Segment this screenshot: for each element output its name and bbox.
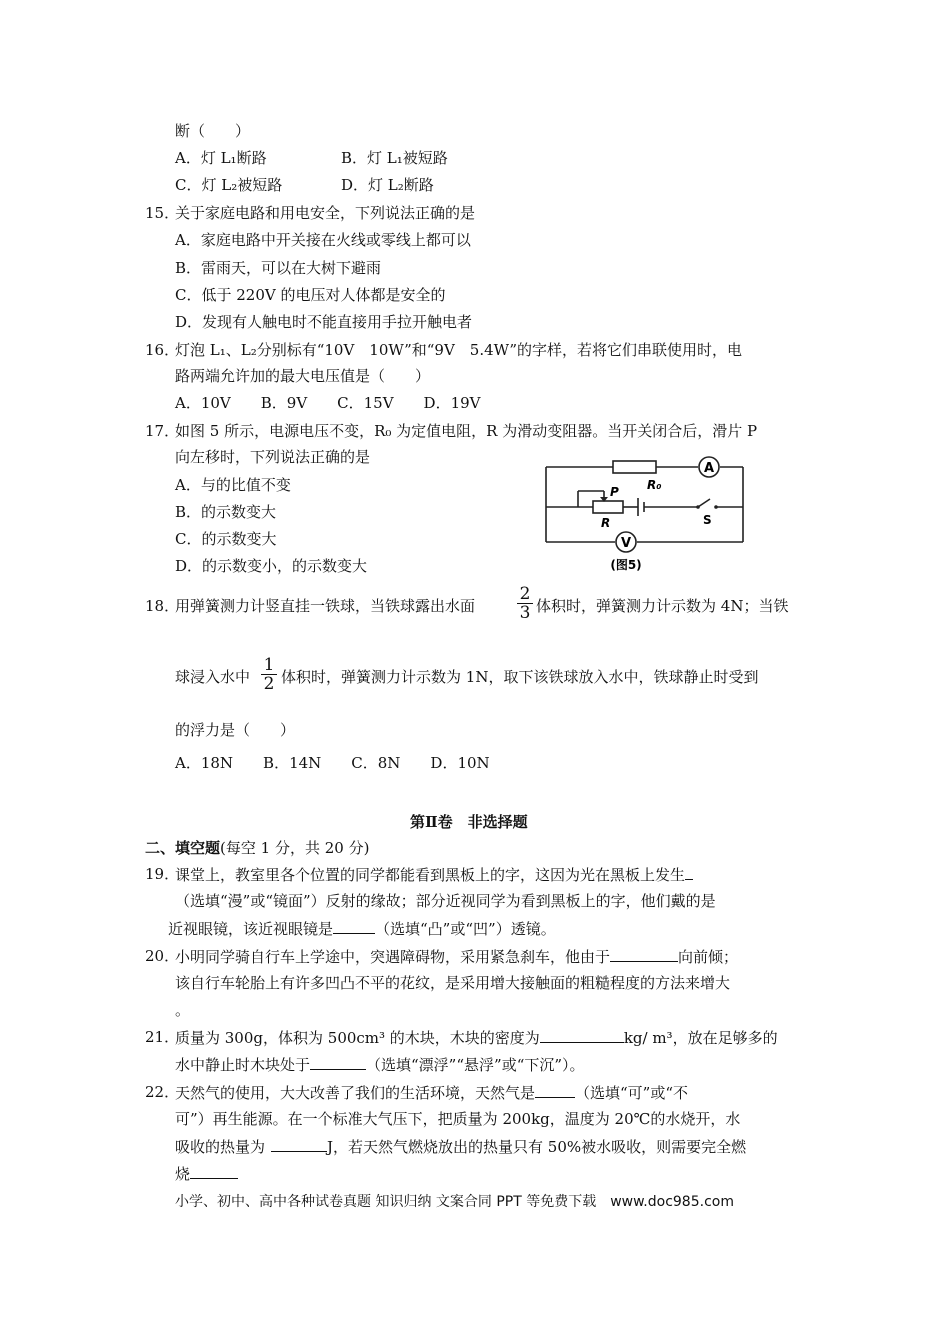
- q22-line1: [175, 1082, 688, 1103]
- q18-line3: 的浮力是（ ）: [175, 721, 296, 739]
- q19-line3-part1: 近视眼镜，该近视眼镜是: [168, 920, 334, 938]
- q15-option-a: A．家庭电路中开关接在火线或零线上都可以: [175, 231, 471, 249]
- q20-line1-part1: 小明同学骑自行车上学途中，突遇障碍物，采用紧急刹车，他由于: [175, 948, 611, 966]
- q21-line2: [175, 1054, 585, 1075]
- q15-option-b: B．雷雨天，可以在大树下避雨: [175, 259, 382, 277]
- fraction-numerator: 1: [261, 656, 277, 675]
- section-heading-label: 二、填空题: [145, 839, 221, 857]
- section-title: 第Ⅱ卷 非选择题: [410, 813, 528, 831]
- q17-stem-line2: 向左移时，下列说法正确的是: [175, 448, 371, 466]
- answer-blank[interactable]: [685, 864, 693, 880]
- q19-line1-text: 课堂上，教室里各个位置的同学都能看到黑板上的字，这因为光在黑板上发生: [175, 866, 686, 884]
- q22-number: 22．: [145, 1083, 180, 1101]
- q20-line1: [175, 946, 738, 967]
- q17-option-a: A．与的比值不变: [175, 476, 291, 494]
- answer-blank[interactable]: [535, 1082, 575, 1098]
- answer-blank[interactable]: [610, 946, 678, 962]
- q21-line1-part1: 质量为 300g，体积为 500cm³ 的木块，木块的密度为: [175, 1029, 540, 1047]
- ammeter-label: A: [703, 461, 715, 476]
- answer-blank[interactable]: [540, 1027, 624, 1043]
- page-footer: 小学、初中、高中各种试卷真题 知识归纳 文案合同 PPT 等免费下载 www.doc985.com: [175, 1194, 734, 1210]
- q20-line2: 该自行车轮胎上有许多凹凸不平的花纹，是采用增大接触面的粗糙程度的方法来增大: [175, 974, 731, 992]
- q15-stem: 关于家庭电路和用电安全，下列说法正确的是: [175, 204, 476, 222]
- r-label: R: [601, 516, 611, 530]
- q17-option-b: B．的示数变大: [175, 503, 277, 521]
- q21-line1: [175, 1027, 778, 1048]
- q20-number: 20．: [145, 947, 180, 965]
- q17-option-c: C．的示数变大: [175, 530, 277, 548]
- q22-line1-part2: （选填“可”或“不: [575, 1084, 689, 1102]
- q16-number: 16．: [145, 341, 180, 359]
- q21-line2-part2: （选填“漂浮”“悬浮”或“下沉”）。: [366, 1056, 585, 1074]
- section-heading: [145, 838, 369, 858]
- q16-stem-line1: 灯泡 L₁、L₂分别标有“10V 10W”和“9V 5.4W”的字样，若将它们串联使用时，电: [175, 341, 743, 359]
- answer-blank[interactable]: [333, 918, 375, 934]
- q14-tail: 断（ ）: [175, 122, 251, 140]
- fraction-numerator: 2: [517, 585, 533, 604]
- answer-blank[interactable]: [190, 1163, 238, 1179]
- fraction-two-thirds: [517, 585, 533, 622]
- q17-stem-line1: 如图 5 所示，电源电压不变，R₀ 为定值电阻，R 为滑动变阻器。当开关闭合后，滑片 P: [175, 422, 758, 440]
- q22-line1-part1: 天然气的使用，大大改善了我们的生活环境，天然气是: [175, 1084, 536, 1102]
- fraction-one-half: [261, 656, 277, 693]
- q19-line2: （选填“漫”或“镜面”）反射的缘故；部分近视同学为看到黑板上的字，他们戴的是: [175, 892, 716, 910]
- q21-line2-part1: 水中静止时木块处于: [175, 1056, 311, 1074]
- q18-line1-part2: 体积时，弹簧测力计示数为 4N；当铁: [536, 597, 789, 615]
- q14-option-b: B．灯 L₁被短路: [341, 149, 448, 167]
- q18-options: A．18N B．14N C．8N D．10N: [175, 754, 490, 772]
- q14-option-a: A．灯 L₁断路: [175, 149, 267, 167]
- q19-line3: [168, 918, 556, 939]
- q18-line2-part1: 球浸入水中: [175, 668, 251, 686]
- q20-line3: 。: [175, 1001, 191, 1019]
- fraction-denominator: 2: [263, 674, 275, 694]
- q22-line3-part1: 吸收的热量为: [175, 1138, 266, 1156]
- q21-number: 21．: [145, 1028, 180, 1046]
- q16-stem-line2: 路两端允许加的最大电压值是（ ）: [175, 367, 431, 385]
- q14-option-d: D．灯 L₂断路: [341, 176, 434, 194]
- q15-option-d: D．发现有人触电时不能直接用手拉开触电者: [175, 313, 473, 331]
- q15-number: 15．: [145, 204, 180, 222]
- fraction-denominator: 3: [519, 603, 531, 623]
- q22-line4: [175, 1163, 238, 1184]
- q19-line1: [175, 864, 693, 885]
- switch-label: S: [703, 513, 712, 527]
- figure-caption: (图5): [610, 558, 642, 572]
- r0-label: R₀: [647, 478, 662, 492]
- q16-options: A．10V B．9V C．15V D．19V: [175, 394, 481, 412]
- q17-number: 17．: [145, 422, 180, 440]
- section-heading-note: (每空 1 分，共 20 分): [220, 839, 370, 857]
- q15-option-c: C．低于 220V 的电压对人体都是安全的: [175, 286, 446, 304]
- q18-number: 18．: [145, 597, 180, 615]
- q19-line3-part2: （选填“凸”或“凹”）透镜。: [375, 920, 556, 938]
- voltmeter-label: V: [620, 536, 632, 551]
- q17-option-d: D．的示数变小，的示数变大: [175, 557, 368, 575]
- q18-line1-part1: 用弹簧测力计竖直挂一铁球，当铁球露出水面: [175, 597, 476, 615]
- p-label: P: [610, 485, 619, 499]
- q19-number: 19．: [145, 865, 180, 883]
- q22-line4-text: 烧: [175, 1165, 191, 1183]
- circuit-figure-5: [538, 452, 753, 580]
- answer-blank[interactable]: [310, 1054, 366, 1070]
- q22-line2: 可”）再生能源。在一个标准大气压下，把质量为 200kg，温度为 20℃的水烧开，水: [175, 1110, 741, 1128]
- q20-line1-part2: 向前倾；: [678, 948, 739, 966]
- answer-blank[interactable]: [271, 1136, 327, 1152]
- q18-line2-part2: 体积时，弹簧测力计示数为 1N，取下该铁球放入水中，铁球静止时受到: [281, 668, 759, 686]
- q21-line1-part2: kg/ m³，放在足够多的: [623, 1029, 778, 1047]
- q22-line3-part2: J，若天然气燃烧放出的热量只有 50%被水吸收，则需要完全燃: [327, 1138, 747, 1156]
- q22-line3: [175, 1136, 746, 1157]
- q14-option-c: C．灯 L₂被短路: [175, 176, 283, 194]
